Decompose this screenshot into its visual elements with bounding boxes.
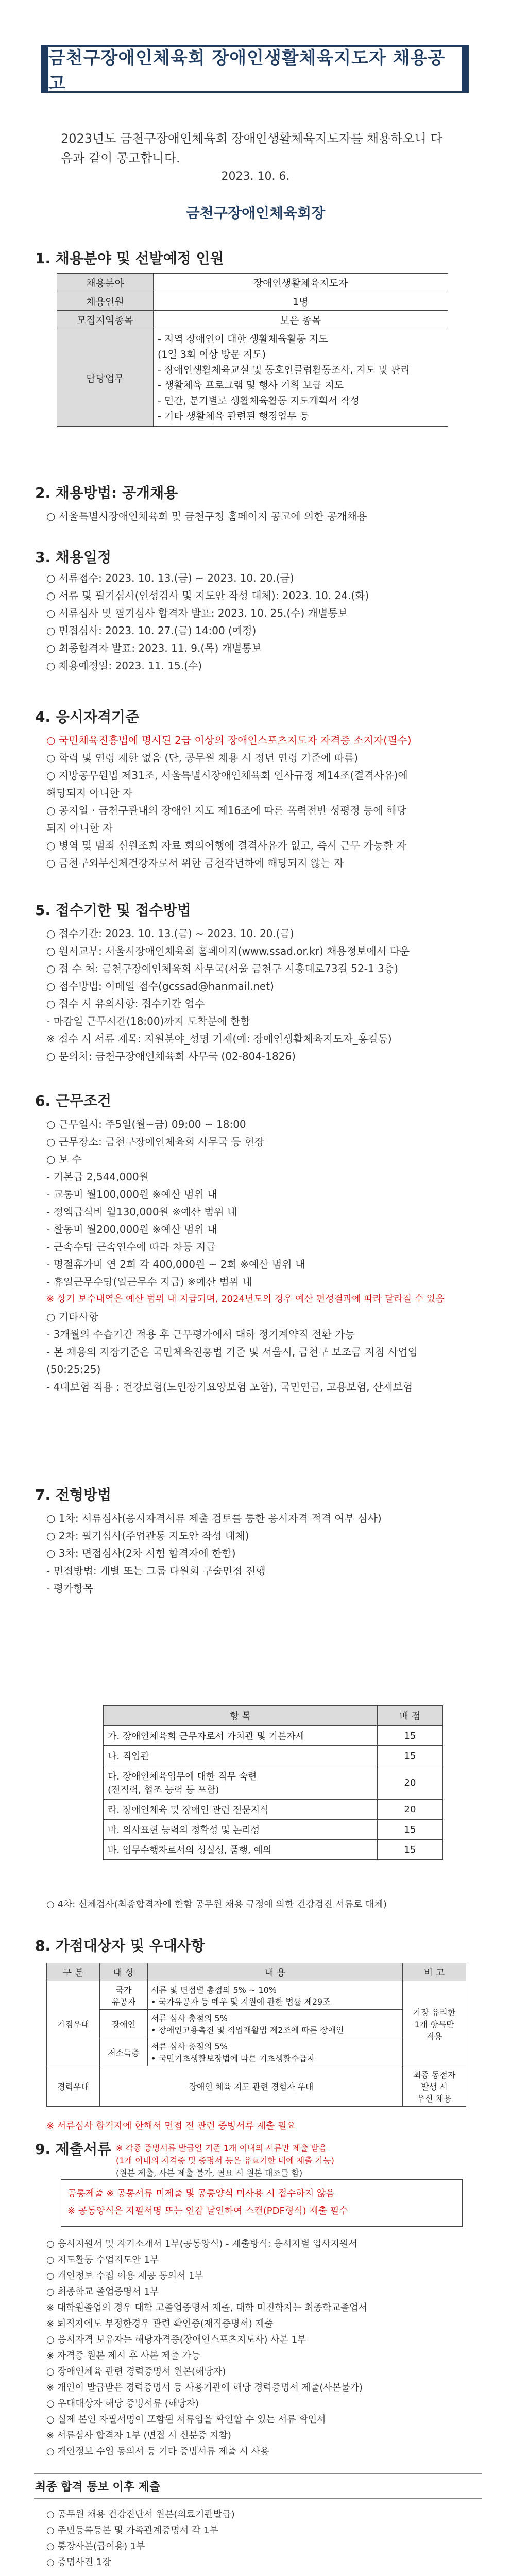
list-item: ○ 주민등록등본 및 가족관계증명서 각 1부: [46, 2525, 218, 2536]
section-9-body: [46, 2236, 479, 2460]
divider: [34, 2498, 482, 2499]
group-cell: 경력우대: [47, 2066, 100, 2107]
section-9-title: 9. 제출서류: [35, 2141, 112, 2158]
list-item: ○ 공무원 채용 건강진단서 원본(의료기관발급): [46, 2509, 235, 2520]
table-cell: 라. 장애인체육 및 장애인 관련 전문지식: [104, 1800, 378, 1820]
list-item: (1일 3회 이상 방문 지도): [158, 349, 266, 360]
validity-subnote: (1개 이내의 자격증 및 증명서 등은 유효기한 내에 제출 가능): [116, 2156, 334, 2165]
table-cell: 15: [378, 1840, 443, 1860]
list-item: - 정액급식비 월130,000원 ※예산 범위 내: [46, 1206, 237, 1218]
section-2-body: [46, 507, 479, 525]
table-row: [47, 1981, 466, 2010]
list-item: ○ 서류접수: 2023. 10. 13.(금) ~ 2023. 10. 20.(금): [46, 572, 294, 584]
list-item: - 생활체육 프로그램 및 행사 기획 보급 지도: [158, 380, 344, 391]
section-4-body: [46, 732, 479, 872]
list-item: ○ 서울특별시장애인체육회 및 금천구청 홈페이지 공고에 의한 공개채용: [46, 510, 367, 522]
final-submission-body: [46, 2506, 479, 2570]
list-item: ○ 병역 및 범죄 신원조회 자료 회의어행에 결격사유가 없고, 즉시 근무 가능한 자: [46, 839, 407, 852]
table-header-row: [47, 1963, 466, 1981]
section-5-title: 5. 접수기한 및 접수방법: [35, 902, 191, 919]
column-header: 내 용: [148, 1963, 403, 1981]
column-header: 비 고: [403, 1963, 466, 1981]
duty-list: [158, 331, 444, 424]
list-item: ○ 기타사항: [46, 1311, 99, 1323]
list-item: ○ 우대대상자 해당 증빙서류 (해당자): [46, 2398, 199, 2409]
notice-title: 금천구장애인체육회 장애인생활체육지도자 채용공고: [48, 48, 446, 94]
row-value: 보은 종목: [154, 311, 448, 329]
list-item: ○ 응시자격 보유자는 해당자격증(장애인스포츠지도사) 사본 1부: [46, 2334, 306, 2345]
list-item: ※ 자격증 원본 제시 후 사본 제출 가능: [46, 2350, 200, 2361]
table-row: [104, 1820, 443, 1840]
section-4-title: 4. 응시자격기준: [35, 708, 140, 725]
submission-notes: [116, 2142, 476, 2179]
list-item: - 교통비 월100,000원 ※예산 범위 내: [46, 1188, 217, 1200]
list-item: - 근속수당 근속연수에 따라 차등 지급: [46, 1241, 216, 1253]
column-header: 구 분: [47, 1963, 100, 1981]
notice-header: [41, 45, 469, 93]
list-item: - 평가항목: [46, 1582, 93, 1595]
evaluation-table: [103, 1705, 443, 1860]
target-cell: 국가 유공자: [100, 1981, 148, 2010]
list-item: ※ 서류심사 합격자 1부 (면접 시 신분증 지참): [46, 2430, 231, 2441]
list-item: ○ 실제 본인 자필서명이 포함된 서류임을 확인할 수 있는 서류 확인서: [46, 2414, 326, 2425]
table-cell: 다. 장애인체육업무에 대한 직무 숙련 (전직력, 협조 능력 등 포함): [104, 1766, 378, 1800]
table-row: [57, 329, 448, 427]
list-item: ○ 1차: 서류심사(응시자격서류 제출 검토를 통한 응시자격 적격 여부 심사): [46, 1512, 382, 1524]
table-row: [57, 311, 448, 329]
list-item: ○ 국민체육진흥법에 명시된 2급 이상의 장애인스포츠지도자 자격증 소지자(필수): [46, 734, 412, 747]
target-cell: 장애인: [100, 2010, 148, 2038]
list-item: - 지역 장애인이 대한 생활체육활동 지도: [158, 333, 328, 345]
list-item: - 3개월의 수습기간 적용 후 근무평가에서 대하 정기계약직 전환 가능: [46, 1328, 355, 1341]
list-item: ○ 면접심사: 2023. 10. 27.(금) 14:00 (예정): [46, 624, 257, 637]
list-item: ○ 근무장소: 금천구장애인체육회 사무국 등 현장: [46, 1136, 265, 1148]
table-cell: 바. 업무수행자로서의 성실성, 품행, 예의: [104, 1840, 378, 1860]
salary-note: ※ 상기 보수내역은 예산 범위 내 지급되며, 2024년도의 경우 예산 편성결과에 따라 달라질 수 있음: [46, 1294, 445, 1304]
preference-footnote: ※ 서류심사 합격자에 한해서 면접 전 관련 증빙서류 제출 필요: [46, 2121, 296, 2131]
list-item: ○ 근무일시: 주5일(월~금) 09:00 ~ 18:00: [46, 1118, 246, 1130]
table-cell: 마. 의사표현 능력의 정확성 및 논리성: [104, 1820, 378, 1840]
list-item: ※ 접수 시 서류 제목: 지원분야_성명 기재(예: 장애인생활체육지도자_홍길동): [46, 1032, 392, 1045]
column-header: 배 점: [378, 1706, 443, 1726]
section-8-title: 8. 가점대상자 및 우대사항: [35, 1937, 205, 1954]
list-item: - 휴일근무수당(일근무수 지급) ※예산 범위 내: [46, 1276, 252, 1288]
list-item: ○ 서류심사 및 필기심사 합격자 발표: 2023. 10. 25.(수) 개별통보: [46, 607, 348, 619]
list-item: - 민간, 분기별로 생활체육활동 지도계획서 작성: [158, 395, 360, 406]
note-cell: 가장 유리한 1개 항목만 적용: [403, 1981, 466, 2066]
section-6-body: [46, 1115, 479, 1396]
section-3-body: [46, 569, 479, 674]
list-item: ○ 접 수 처: 금천구장애인체육회 사무국(서울 금천구 시흥대로73길 52-1 3층): [46, 962, 398, 975]
list-item: ○ 금천구외부신체건강자로서 위한 금천각년하에 해당되지 않는 자: [46, 857, 344, 869]
list-item: ○ 학력 및 연령 제한 없음 (단, 공무원 채용 시 정년 연령 기준에 따름): [46, 752, 359, 764]
notice-org: 금천구장애인체육회장: [185, 205, 326, 222]
column-header: 대 상: [100, 1963, 148, 1981]
row-value: 1명: [154, 292, 448, 311]
section-3-title: 3. 채용일정: [35, 549, 112, 566]
final-submission-title: 최종 합격 통보 이후 제출: [35, 2481, 161, 2494]
table-header-row: [104, 1706, 443, 1726]
table-row: [47, 2066, 466, 2107]
list-item: ※ 퇴직자에도 부정한경우 관련 확인증(재직증명서) 제출: [46, 2318, 274, 2329]
section-2-title: 2. 채용방법: 공개채용: [35, 484, 178, 501]
list-item: - 본 채용의 저장기준은 국민체육진흥법 기준 및 서울시, 금천구 보조금 지침 사업임: [46, 1346, 418, 1358]
list-item: ○ 개인정보 수입 동의서 등 기타 증빙서류 제출 시 사용: [46, 2446, 269, 2457]
list-item: ○ 장애인체육 관련 경력증명서 원본(해당자): [46, 2366, 226, 2377]
list-item: - 4대보험 적용 : 건강보험(노인장기요양보험 포함), 국민연금, 고용보험, 산재보험: [46, 1381, 413, 1393]
duty-list-cell: [154, 329, 448, 427]
divider: [34, 2473, 482, 2474]
original-note: (원본 제출, 사본 제출 불가, 필요 시 원본 대조를 함): [116, 2168, 303, 2178]
list-item: ○ 통장사본(급여용) 1부: [46, 2541, 145, 2552]
section-6-title: 6. 근무조건: [35, 1092, 112, 1109]
list-item: - 명절휴가비 연 2회 각 400,000원 ~ 2회 ※예산 범위 내: [46, 1258, 305, 1270]
list-item: ○ 채용예정일: 2023. 11. 15.(수): [46, 659, 202, 672]
row-label: 채용분야: [57, 274, 154, 292]
list-item: ※ 대학원졸업의 경우 대학 고졸업증명서 제출, 대학 미진학자는 최종학교졸업서: [46, 2302, 367, 2313]
table-cell: 가. 장애인체육회 근무자로서 가치관 및 기본자세: [104, 1726, 378, 1746]
intro-text: 2023년도 금천구장애인체육회 장애인생활체육지도자를 채용하오니 다음과 같이 공고합니다.: [61, 131, 442, 165]
table-row: [104, 1800, 443, 1820]
position-table: [57, 273, 448, 427]
group-cell: 가점우대: [47, 1981, 100, 2066]
section-5-body: [46, 925, 479, 1065]
validity-note: ※ 각종 증빙서류 발급일 기준 1개 이내의 서류만 제출 받음: [116, 2143, 327, 2153]
common-submission-box: [61, 2179, 463, 2227]
list-item: ○ 3차: 면접심사(2차 시험 합격자에 한함): [46, 1547, 236, 1560]
list-item: ※ 개인이 발급받은 경력증명서 등 사용기관에 해당 경력증명서 제출(사본불가): [46, 2382, 363, 2393]
table-cell: 15: [378, 1726, 443, 1746]
list-item: - 장애인생활체육교실 및 동호인클럽활동조사, 지도 및 관리: [158, 364, 410, 376]
list-item: ○ 공지일 · 금천구관내의 장애인 지도 제16조에 따른 폭력전반 성평정 등에 해당: [46, 804, 406, 817]
table-cell: 20: [378, 1766, 443, 1800]
list-item: ○ 접수 시 유의사항: 접수기간 엄수: [46, 997, 205, 1010]
list-item: ○ 최종학교 졸업증명서 1부: [46, 2286, 159, 2297]
table-row: [57, 292, 448, 311]
row-label: 모집지역종목: [57, 311, 154, 329]
list-item: - 기타 생활체육 관련된 행정업무 등: [158, 411, 310, 422]
notice-date: 2023. 10. 6.: [221, 170, 290, 183]
common-rule-2: ※ 공통양식은 자필서명 또는 인감 날인하여 스캔(PDF형식) 제출 필수: [67, 2206, 348, 2216]
list-item: ○ 원서교부: 서울시장애인체육회 홈페이지(www.ssad.or.kr) 채용정보에서 다운: [46, 945, 410, 957]
row-value: 장애인생활체육지도자: [154, 274, 448, 292]
content-cell: 장애인 체육 지도 관련 경험자 우대: [100, 2066, 403, 2107]
table-cell: 15: [378, 1746, 443, 1766]
common-rule-1: 공통제출 ※ 공통서류 미제출 및 공통양식 미사용 시 접수하지 않음: [67, 2188, 335, 2199]
list-item: ○ 접수기간: 2023. 10. 13.(금) ~ 2023. 10. 20.(금): [46, 927, 294, 940]
table-row: [104, 1726, 443, 1746]
preference-table: [46, 1963, 466, 2107]
list-item: ○ 보 수: [46, 1153, 82, 1165]
content-cell: 서류 심사 총점의 5% • 국민기초생활보장법에 따른 기초생활수급자: [148, 2038, 403, 2066]
section-1-title: 1. 채용분야 및 선발예정 인원: [35, 250, 224, 267]
table-cell: 15: [378, 1820, 443, 1840]
table-row: [104, 1840, 443, 1860]
table-row: [57, 274, 448, 292]
column-header: 항 목: [104, 1706, 378, 1726]
list-item: ○ 접수방법: 이메일 접수(gcssad@hanmail.net): [46, 980, 274, 992]
physical-exam-note: ○ 4차: 신체검사(최종합격자에 한함 공무원 채용 규정에 의한 건강검진 서류로 대체): [46, 1899, 387, 1910]
list-item: 되지 아니한 자: [46, 822, 113, 834]
list-item: ○ 응시지원서 및 자기소개서 1부(공통양식) - 제출방식: 응시자별 입사지원서: [46, 2239, 357, 2249]
list-item: ○ 최종합격자 발표: 2023. 11. 9.(목) 개별통보: [46, 642, 262, 654]
content-cell: 서류 및 면접별 총점의 5% ~ 10% • 국가유공자 등 예우 및 지원에 관한 법률 제29조: [148, 1981, 403, 2010]
list-item: ○ 지도활동 수업지도안 1부: [46, 2255, 159, 2265]
list-item: - 마감일 근무시간(18:00)까지 도착분에 한함: [46, 1015, 250, 1027]
section-7-title: 7. 전형방법: [35, 1486, 112, 1503]
list-item: (50:25:25): [46, 1363, 101, 1376]
table-cell: 20: [378, 1800, 443, 1820]
content-cell: 서류 심사 총점의 5% • 장애인고용촉진 및 직업재활법 제2조에 따른 장애인: [148, 2010, 403, 2038]
list-item: ○ 개인정보 수집 이용 제공 동의서 1부: [46, 2270, 203, 2281]
list-item: - 활동비 월200,000원 ※예산 범위 내: [46, 1223, 217, 1235]
list-item: ○ 2차: 필기심사(주업관통 지도안 작성 대체): [46, 1530, 249, 1542]
row-label: 채용인원: [57, 292, 154, 311]
table-row: [104, 1746, 443, 1766]
list-item: ○ 문의처: 금천구장애인체육회 사무국 (02-804-1826): [46, 1050, 296, 1062]
target-cell: 저소득층: [100, 2038, 148, 2066]
duty-label: 담당업무: [57, 329, 154, 427]
table-row: [104, 1766, 443, 1800]
list-item: ○ 서류 및 필기심사(인성검사 및 지도안 작성 대체): 2023. 10. 24.(화): [46, 589, 369, 602]
list-item: ○ 증명사진 1장: [46, 2557, 111, 2568]
section-7-body: [46, 1510, 479, 1597]
table-cell: 나. 직업관: [104, 1746, 378, 1766]
list-item: ○ 지방공무원법 제31조, 서울특별시장애인체육회 인사규정 제14조(결격사유)에: [46, 769, 408, 782]
list-item: - 기본급 2,544,000원: [46, 1171, 149, 1183]
list-item: - 면접방법: 개별 또는 그룹 다원회 구술면접 진행: [46, 1565, 266, 1577]
note-cell: 최종 동점자 발생 시 우선 채용: [403, 2066, 466, 2107]
list-item: 해당되지 아니한 자: [46, 787, 133, 799]
